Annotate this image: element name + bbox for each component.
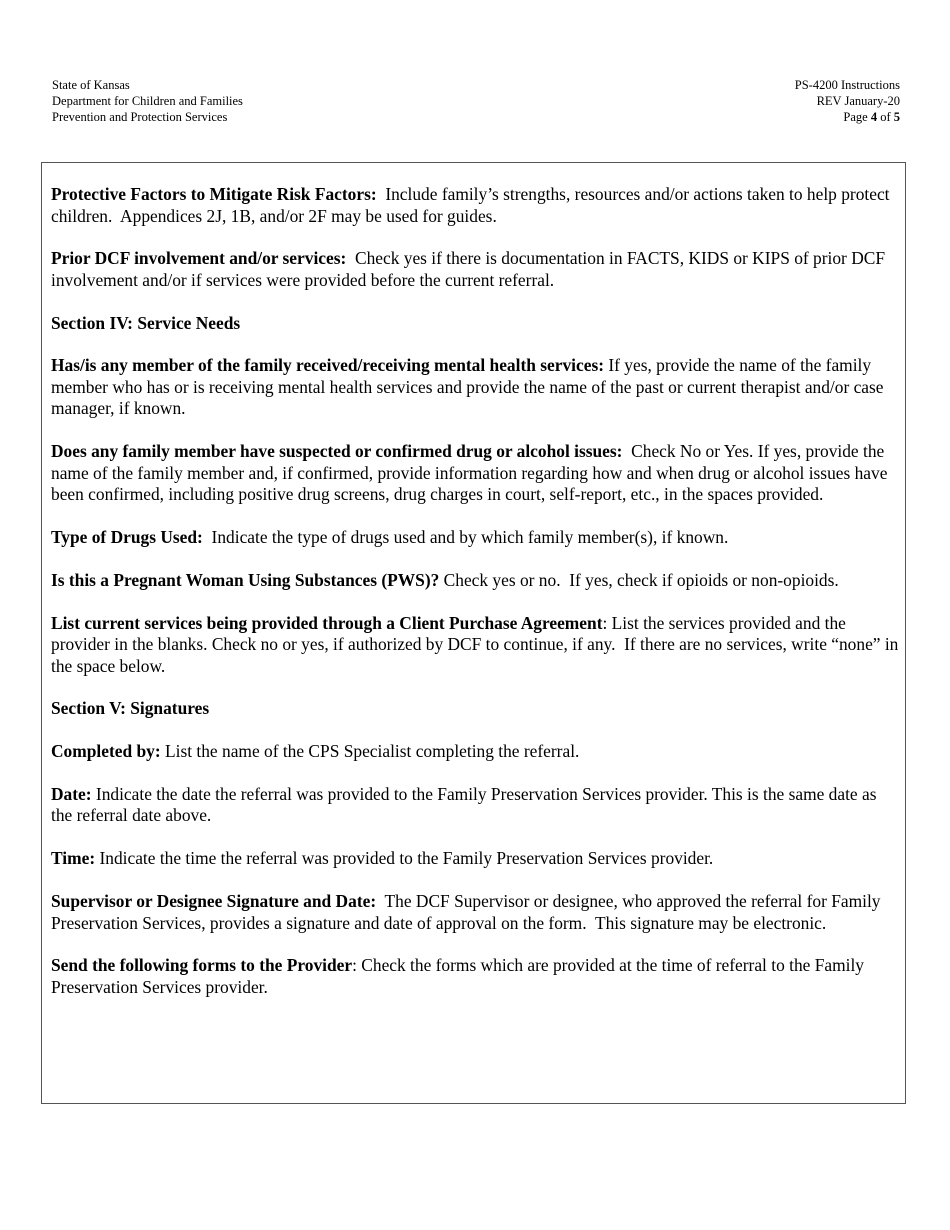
- page-total: 5: [893, 110, 900, 124]
- header-revision: REV January-20: [816, 94, 900, 108]
- drug-alcohol-text: Check No or Yes. If yes, provide the name of the family member and, if confirmed, provide information regarding how and when drug or alcohol issues have been confirmed, including positive drug screens, drug charges in court, self-report, etc., in the spaces provided.: [51, 441, 892, 505]
- header-form-block: [795, 77, 900, 125]
- drug-alcohol-label: Does any family member have suspected or confirmed drug or alcohol issues:: [51, 441, 623, 462]
- type-of-drugs-paragraph: [51, 527, 901, 549]
- supervisor-label: Supervisor or Designee Signature and Date:: [51, 891, 377, 912]
- send-forms-text: : Check the forms which are provided at the time of referral to the Family Preservation Services provider.: [51, 955, 869, 997]
- date-paragraph: [51, 784, 901, 827]
- date-label: Date:: [51, 783, 92, 804]
- header-state: State of Kansas: [52, 78, 130, 92]
- protective-factors-label: Protective Factors to Mitigate Risk Factors:: [51, 184, 377, 204]
- page-of: of: [877, 110, 894, 124]
- header-agency-block: [52, 77, 243, 125]
- page-prefix: Page: [843, 110, 871, 124]
- client-purchase-paragraph: [51, 613, 901, 678]
- time-label: Time:: [51, 848, 96, 869]
- client-purchase-label: List current services being provided through a Client Purchase Agreement: [51, 612, 603, 633]
- completed-by-label: Completed by:: [51, 741, 161, 762]
- header-division: Prevention and Protection Services: [52, 110, 228, 124]
- mental-health-text: If yes, provide the name of the family member who has or is receiving mental health services and provide the name of the past or current therapist and/or case manager, if known.: [51, 355, 888, 419]
- pws-paragraph: [51, 570, 901, 592]
- time-paragraph: [51, 848, 901, 870]
- supervisor-text: The DCF Supervisor or designee, who approved the referral for Family Preservation Services, provides a signature and date of approval on the form. This signature may be electronic.: [51, 891, 885, 933]
- section-iv-heading: Section IV: Service Needs: [51, 312, 241, 333]
- prior-dcf-text: Check yes if there is documentation in FACTS, KIDS or KIPS of prior DCF involvement and/or if services were provided before the current referral.: [51, 248, 890, 290]
- section-v-heading: Section V: Signatures: [51, 698, 210, 719]
- prior-dcf-label: Prior DCF involvement and/or services:: [51, 248, 347, 269]
- completed-by-text: List the name of the CPS Specialist completing the referral.: [160, 741, 580, 762]
- type-of-drugs-label: Type of Drugs Used:: [51, 526, 203, 547]
- send-forms-label: Send the following forms to the Provider: [51, 955, 353, 976]
- mental-health-paragraph: [51, 355, 901, 420]
- protective-factors-text: Include family’s strengths, resources and/or actions taken to help protect children. Appendices 2J, 1B, and/or 2F may be used for guides.: [51, 184, 894, 226]
- completed-by-paragraph: [51, 741, 901, 763]
- mental-health-label: Has/is any member of the family received/receiving mental health services:: [51, 355, 605, 376]
- header-form-id: PS-4200 Instructions: [794, 78, 900, 92]
- time-text: Indicate the time the referral was provided to the Family Preservation Services provider.: [95, 848, 714, 869]
- instructions-box: [41, 162, 906, 1104]
- pws-label: Is this a Pregnant Woman Using Substances (PWS)?: [51, 569, 440, 590]
- pws-text: Check yes or no. If yes, check if opioids or non-opioids.: [439, 569, 839, 590]
- header-page-number: [795, 109, 900, 125]
- supervisor-paragraph: [51, 891, 901, 934]
- send-forms-paragraph: [51, 955, 901, 998]
- client-purchase-text: : List the services provided and the provider in the blanks. Check no or yes, if authorized by DCF to continue, if any. If there are no services, write “none” in the space below.: [51, 612, 903, 676]
- type-of-drugs-text: Indicate the type of drugs used and by which family member(s), if known.: [202, 526, 729, 547]
- protective-factors-paragraph: [51, 184, 901, 227]
- instructions-content: [51, 184, 901, 1020]
- prior-dcf-paragraph: [51, 248, 901, 291]
- date-text: Indicate the date the referral was provided to the Family Preservation Services provider. This is the same date as the referral date above.: [51, 783, 881, 826]
- header-department: Department for Children and Families: [52, 94, 243, 108]
- page-current: 4: [870, 110, 878, 124]
- drug-alcohol-paragraph: [51, 441, 901, 506]
